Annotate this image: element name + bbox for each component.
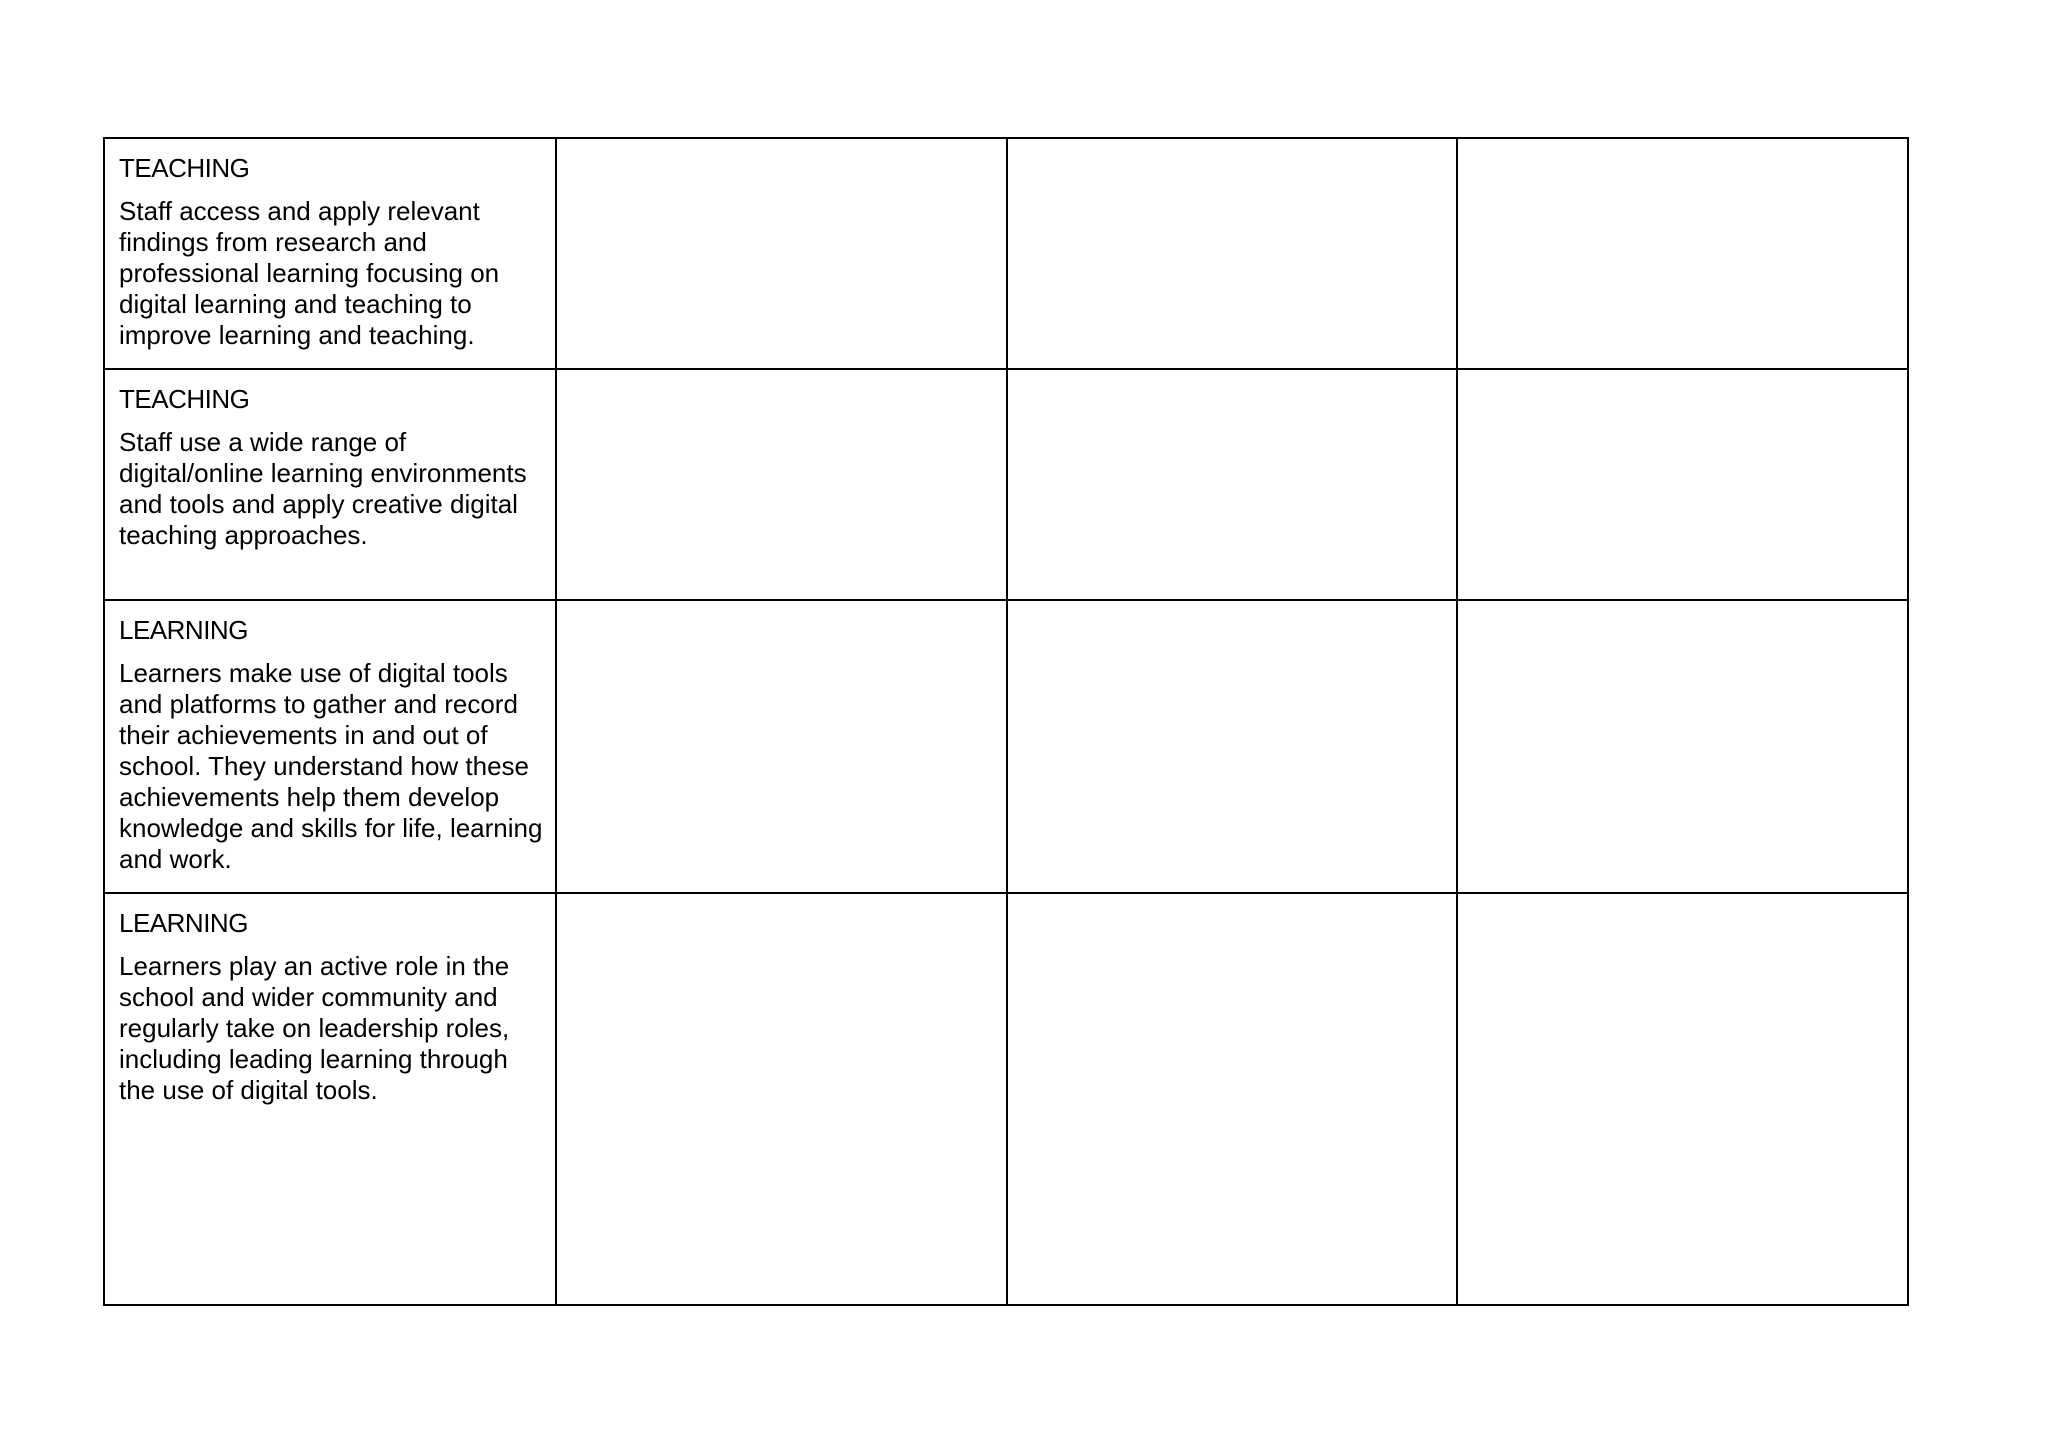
criteria-cell	[104, 600, 556, 893]
empty-cell[interactable]	[556, 600, 1007, 893]
category-label: LEARNING	[119, 615, 248, 645]
empty-cell[interactable]	[1007, 369, 1457, 600]
empty-cell[interactable]	[1007, 600, 1457, 893]
empty-cell[interactable]	[1007, 138, 1457, 369]
empty-cell[interactable]	[1457, 369, 1908, 600]
criteria-description: Staff use a wide range of digital/online learning environments and tools and apply creative digital teaching approaches.	[119, 427, 527, 550]
category-label: LEARNING	[119, 908, 248, 938]
criteria-cell	[104, 138, 556, 369]
table-row	[104, 369, 1908, 600]
empty-cell[interactable]	[1457, 893, 1908, 1305]
table-row	[104, 893, 1908, 1305]
empty-cell[interactable]	[1457, 600, 1908, 893]
criteria-description: Learners play an active role in the school and wider community and regularly take on leadership roles, including leading learning through the use of digital tools.	[119, 951, 510, 1105]
table-row	[104, 600, 1908, 893]
criteria-description: Staff access and apply relevant findings from research and professional learning focusing on digital learning and teaching to improve learning and teaching.	[119, 196, 500, 350]
criteria-cell	[104, 369, 556, 600]
category-label: TEACHING	[119, 384, 250, 414]
empty-cell[interactable]	[556, 893, 1007, 1305]
empty-cell[interactable]	[556, 369, 1007, 600]
table-row	[104, 138, 1908, 369]
criteria-cell	[104, 893, 556, 1305]
category-label: TEACHING	[119, 153, 250, 183]
empty-cell[interactable]	[1007, 893, 1457, 1305]
empty-cell[interactable]	[556, 138, 1007, 369]
criteria-description: Learners make use of digital tools and platforms to gather and record their achievements in and out of school. They understand how these achievements help them develop knowledge and skills for life, learning and work.	[119, 658, 543, 874]
evaluation-table	[103, 137, 1909, 1306]
empty-cell[interactable]	[1457, 138, 1908, 369]
